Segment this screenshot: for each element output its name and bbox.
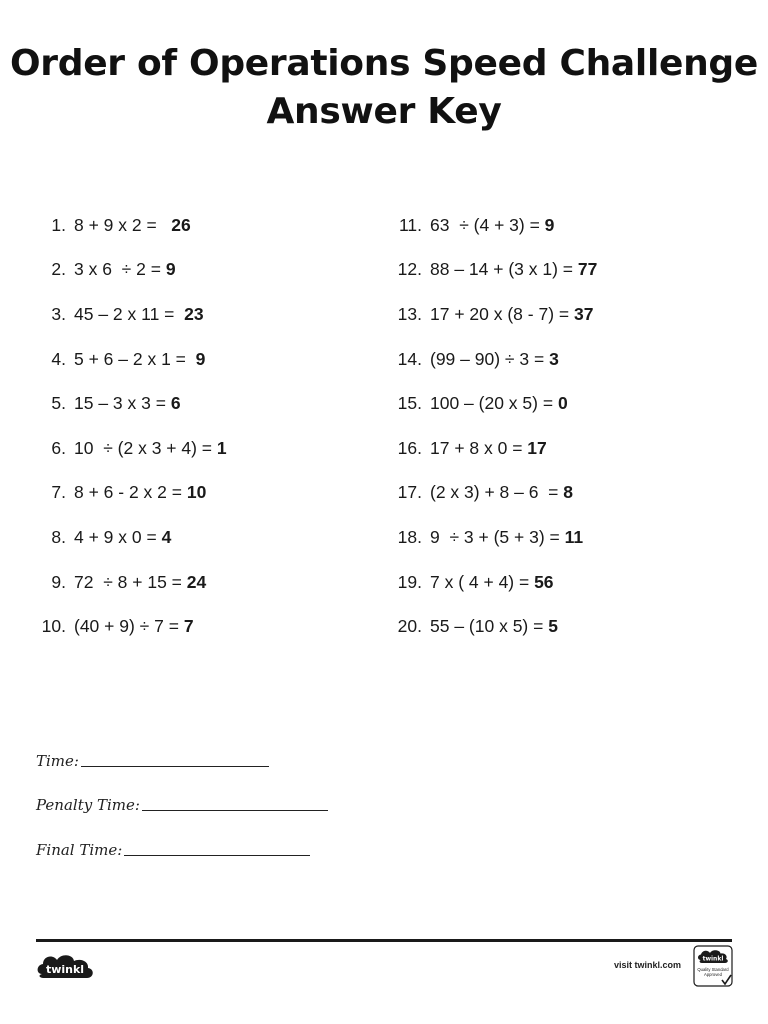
question-row (30, 560, 360, 605)
question-expression: 100 – (20 x 5) = (430, 393, 558, 414)
question-row (386, 292, 746, 337)
question-row (30, 426, 360, 471)
question-row (30, 292, 360, 337)
question-expression: 8 + 9 x 2 = (74, 214, 172, 235)
question-answer: 6 (170, 393, 181, 414)
question-row (386, 604, 746, 649)
time-blank-line[interactable] (81, 766, 269, 767)
question-expression: 17 + 8 x 0 = (430, 437, 528, 458)
question-answer: 3 (549, 348, 559, 369)
question-number: 14. (397, 348, 422, 369)
question-row (386, 381, 746, 426)
final-time-label: Final Time: (36, 841, 123, 859)
title-line-1: Order of Operations Speed Challenge (9, 43, 759, 84)
question-expression: 45 – 2 x 11 = (74, 303, 185, 324)
question-row (30, 381, 360, 426)
question-answer: 5 (548, 616, 558, 637)
question-answer: 8 (563, 482, 574, 503)
question-answer: 7 (183, 616, 194, 637)
question-answer: 10 (186, 482, 207, 503)
question-number: 5. (51, 393, 66, 414)
page-title (0, 40, 768, 136)
question-number: 4. (51, 348, 66, 369)
question-answer: 9 (165, 259, 176, 280)
question-expression: (99 – 90) ÷ 3 = (430, 348, 550, 369)
question-expression: 9 ÷ 3 + (5 + 3) = (430, 526, 565, 547)
question-row (30, 248, 360, 293)
question-answer: 9 (544, 214, 555, 235)
question-expression: 72 ÷ 8 + 15 = (74, 571, 187, 592)
question-row (30, 203, 360, 248)
question-answer: 24 (186, 571, 207, 592)
question-number: 3. (51, 303, 66, 324)
question-expression: 4 + 9 x 0 = (74, 526, 162, 547)
question-number: 6. (51, 437, 66, 458)
question-answer: 9 (195, 348, 206, 369)
question-row (30, 471, 360, 516)
question-answer: 77 (577, 259, 598, 280)
question-row (386, 203, 746, 248)
question-number: 16. (397, 437, 422, 458)
question-row (386, 471, 746, 516)
question-answer: 11 (564, 526, 584, 547)
question-number: 9. (51, 571, 66, 592)
title-line-2: Answer Key (266, 91, 502, 132)
question-answer: 1 (216, 437, 227, 458)
question-answer: 17 (527, 437, 547, 458)
final-time-field (36, 841, 310, 859)
question-number: 20. (397, 616, 422, 637)
logo-text: twinkl (45, 963, 85, 976)
question-row (30, 604, 360, 649)
question-expression: 55 – (10 x 5) = (430, 616, 549, 637)
question-number: 11. (398, 214, 422, 235)
question-expression: 15 – 3 x 3 = (74, 393, 171, 414)
final-time-blank-line[interactable] (124, 855, 310, 856)
time-field (36, 752, 269, 770)
question-number: 17. (397, 482, 422, 503)
question-answer: 23 (184, 303, 204, 324)
question-number: 7. (51, 482, 66, 503)
question-row (386, 426, 746, 471)
question-row (30, 515, 360, 560)
question-answer: 4 (161, 526, 172, 547)
question-expression: 88 – 14 + (3 x 1) = (430, 259, 578, 280)
question-expression: 63 ÷ (4 + 3) = (430, 214, 545, 235)
question-number: 18. (397, 526, 422, 547)
question-number: 12. (397, 259, 422, 280)
footer-website-link[interactable]: visit twinkl.com (614, 960, 682, 970)
footer-divider (36, 939, 732, 942)
question-row (386, 248, 746, 293)
question-expression: 7 x ( 4 + 4) = (430, 571, 535, 592)
badge-brand-text: twinkl (702, 955, 724, 963)
question-row (386, 337, 746, 382)
quality-badge (693, 945, 733, 987)
question-number: 8. (51, 526, 66, 547)
badge-line-2: Approved (704, 972, 722, 977)
questions-right-column (386, 203, 746, 649)
question-expression: (2 x 3) + 8 – 6 = (430, 482, 564, 503)
question-number: 13. (397, 303, 422, 324)
question-number: 1. (51, 214, 66, 235)
question-number: 10. (41, 616, 66, 637)
penalty-time-blank-line[interactable] (142, 810, 328, 811)
question-expression: (40 + 9) ÷ 7 = (74, 616, 184, 637)
time-label: Time: (36, 752, 79, 770)
question-expression: 17 + 20 x (8 - 7) = (430, 303, 574, 324)
question-row (30, 337, 360, 382)
question-number: 2. (51, 259, 66, 280)
question-expression: 10 ÷ (2 x 3 + 4) = (74, 437, 217, 458)
questions-left-column (30, 203, 360, 649)
question-answer: 0 (557, 393, 568, 414)
question-number: 19. (397, 571, 422, 592)
penalty-time-label: Penalty Time: (36, 796, 140, 814)
question-expression: 5 + 6 – 2 x 1 = (74, 348, 196, 369)
question-answer: 56 (534, 571, 554, 592)
question-number: 15. (397, 393, 422, 414)
question-expression: 8 + 6 - 2 x 2 = (74, 482, 187, 503)
twinkl-logo (34, 950, 96, 984)
question-row (386, 560, 746, 605)
question-row (386, 515, 746, 560)
question-expression: 3 x 6 ÷ 2 = (74, 259, 166, 280)
question-answer: 26 (171, 214, 191, 235)
penalty-time-field (36, 796, 328, 814)
badge-line-1: Quality Standard (697, 967, 729, 972)
question-answer: 37 (573, 303, 594, 324)
